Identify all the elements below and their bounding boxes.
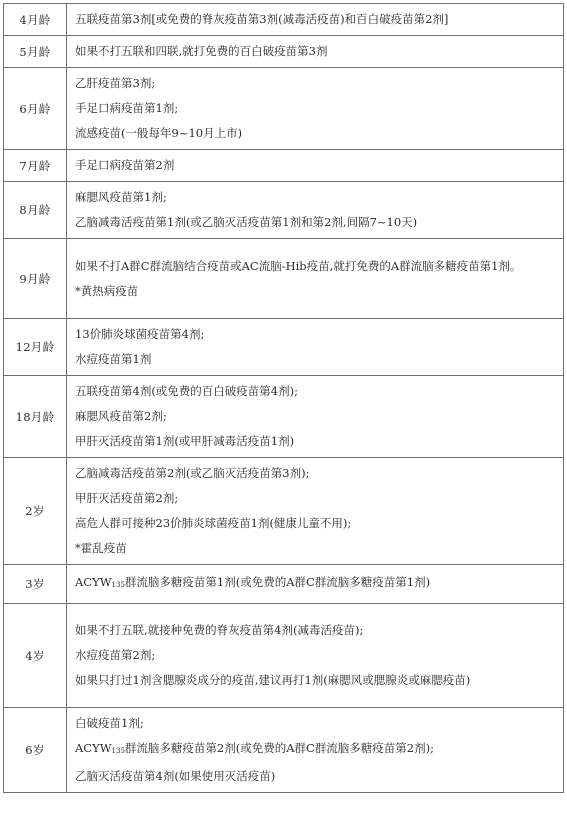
age-cell: 7月龄 [4, 150, 67, 182]
schedule-row [4, 36, 564, 68]
vaccine-cell [67, 376, 564, 458]
age-cell: 9月龄 [4, 239, 67, 319]
vaccine-line: 如果只打过1剂含腮腺炎成分的疫苗,建议再打1剂(麻腮风或腮腺炎或麻腮疫苗) [75, 673, 471, 687]
vaccine-line: 麻腮风疫苗第2剂; [75, 409, 167, 423]
age-cell: 4月龄 [4, 4, 67, 36]
age-cell: 5月龄 [4, 36, 67, 68]
age-cell: 4岁 [4, 604, 67, 708]
vaccine-name-subscript: 135 [111, 581, 125, 589]
vaccine-name-prefix: ACYW [75, 575, 112, 589]
vaccine-line [75, 736, 555, 764]
schedule-row [4, 319, 564, 376]
schedule-row [4, 458, 564, 565]
vaccine-name-rest: 群流脑多糖疫苗第1剂(或免费的A群C群流脑多糖疫苗第1剂) [124, 575, 431, 589]
vaccine-line: 水痘疫苗第2剂; [75, 648, 156, 662]
vaccine-line: 手足口病疫苗第2剂 [75, 158, 175, 172]
age-cell: 6岁 [4, 708, 67, 793]
vaccine-line: 麻腮风疫苗第1剂; [75, 190, 167, 204]
vaccine-cell [67, 319, 564, 376]
vaccine-line: 13价肺炎球菌疫苗第4剂; [75, 327, 205, 341]
vaccine-cell [67, 458, 564, 565]
schedule-row [4, 4, 564, 36]
vaccine-name-prefix: ACYW [75, 741, 112, 755]
vaccine-cell [67, 604, 564, 708]
vaccine-cell [67, 565, 564, 604]
schedule-row [4, 68, 564, 150]
age-cell: 2岁 [4, 458, 67, 565]
schedule-row [4, 239, 564, 319]
schedule-rows [4, 4, 564, 793]
vaccine-line: 甲肝灭活疫苗第1剂(或甲肝减毒活疫苗1剂) [75, 434, 295, 448]
vaccine-cell [67, 150, 564, 182]
age-cell: 18月龄 [4, 376, 67, 458]
vaccine-line: 五联疫苗第4剂(或免费的百白破疫苗第4剂); [75, 384, 298, 398]
vaccine-line: 如果不打A群C群流脑结合疫苗或AC流脑-Hib疫苗,就打免费的A群流脑多糖疫苗第1剂。 [75, 258, 522, 273]
schedule-row [4, 376, 564, 458]
age-cell: 12月龄 [4, 319, 67, 376]
vaccine-line: 乙脑减毒活疫苗第2剂(或乙脑灭活疫苗第3剂); [75, 466, 310, 480]
vaccine-schedule-table [3, 3, 564, 793]
vaccine-cell [67, 36, 564, 68]
schedule-row [4, 150, 564, 182]
vaccine-line: *黄热病疫苗 [75, 283, 139, 298]
vaccine-line: 流感疫苗(一般每年9~10月上市) [75, 126, 243, 140]
vaccine-line: 水痘疫苗第1剂 [75, 352, 152, 366]
vaccine-cell [67, 182, 564, 239]
vaccine-cell [67, 239, 564, 319]
vaccine-line: *霍乱疫苗 [75, 541, 127, 555]
vaccine-name-rest: 群流脑多糖疫苗第2剂(或免费的A群C群流脑多糖疫苗第2剂); [124, 741, 434, 755]
vaccine-line: 如果不打五联和四联,就打免费的百白破疫苗第3剂 [75, 44, 328, 58]
age-cell: 3岁 [4, 565, 67, 604]
vaccine-cell [67, 68, 564, 150]
vaccine-line: 白破疫苗1剂; [75, 716, 144, 730]
vaccine-line: 乙脑减毒活疫苗第1剂(或乙脑灭活疫苗第1剂和第2剂,间隔7~10天) [75, 215, 418, 229]
vaccine-cell [67, 4, 564, 36]
vaccine-line: 乙肝疫苗第3剂; [75, 76, 156, 90]
vaccine-line: 乙脑灭活疫苗第4剂(如果使用灭活疫苗) [75, 769, 276, 783]
schedule-row [4, 708, 564, 793]
vaccine-line: 高危人群可接种23价肺炎球菌疫苗1剂(健康儿童不用); [75, 516, 352, 530]
vaccine-line: 五联疫苗第3剂[或免费的脊灰疫苗第3剂(减毒活疫苗)和百白破疫苗第2剂] [75, 12, 449, 26]
vaccine-name-subscript: 135 [111, 747, 125, 755]
vaccine-line [75, 570, 555, 598]
schedule-row [4, 182, 564, 239]
vaccine-line: 如果不打五联,就接种免费的脊灰疫苗第4剂(减毒活疫苗); [75, 623, 364, 637]
age-cell: 6月龄 [4, 68, 67, 150]
vaccine-line: 手足口病疫苗第1剂; [75, 101, 179, 115]
vaccine-cell [67, 708, 564, 793]
schedule-row [4, 604, 564, 708]
vaccine-line: 甲肝灭活疫苗第2剂; [75, 491, 179, 505]
schedule-row [4, 565, 564, 604]
age-cell: 8月龄 [4, 182, 67, 239]
